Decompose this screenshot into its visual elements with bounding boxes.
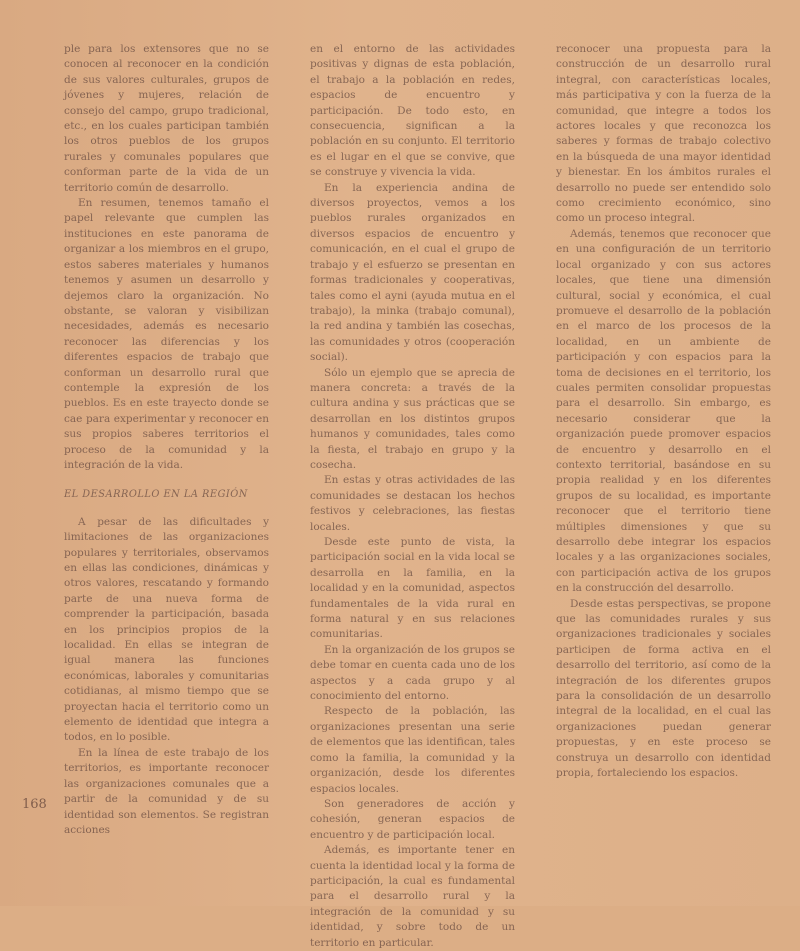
paragraph: Son generadores de acción y cohesión, generan espacios de encuentro y de participación local. [310,797,515,841]
paragraph: Sólo un ejemplo que se aprecia de manera concreta: a través de la cultura andina y sus prácticas que se desarrollan en los distintos grupos humanos y comunidades, tales como la fiesta, el trabajo en grupo y la cosecha. [310,366,515,471]
paragraph: Desde estas perspectivas, se propone que las comunidades rurales y sus organizaciones tradicionales y sociales participen de forma activa en el desarrollo del territorio, así como de la integración de los diferentes grupos para la consolidación de un desarrollo integral de la localidad, en el cual las organizaciones puedan generar propuestas, y en este proceso se construya un desarrollo con identidad propia, fortaleciendo los espacios. [556,597,771,780]
paragraph: reconocer una propuesta para la construcción de un desarrollo rural integral, con características locales, más participativa y con la fuerza de la comunidad, que integre a todos los actores locales y que reconozca los saberes y formas de trabajo colectivo en la búsqueda de una mayor identidad y bienestar. En los ámbitos rurales el desarrollo no puede ser entendido solo como crecimiento económico, sino como un proceso integral. [556,43,771,225]
section-subheading: EL DESARROLLO EN LA REGIÓN [64,489,248,501]
paragraph: En la experiencia andina de diversos proyectos, vemos a los pueblos rurales organizados en diversos espacios de encuentro y comunicación, en el cual el grupo de trabajo y el esfuerzo se presentan en formas tradicionales y cooperativas, tales como el ayni (ayuda mutua en el trabajo), la minka (trabajo comunal), la red andina y también las cosechas, las comunidades y otros (cooperación social). [310,181,515,364]
page-number: 168 [22,797,47,812]
paragraph: ple para los extensores que no se conocen al reconocer en la condición de sus valores culturales, grupos de jóvenes y mujeres, relación de consejo del campo, grupo tradicional, etc., en los cuales participan también los otros pueblos de los grupos rurales y comunales populares que conforman parte de la vida de un territorio común de desarrollo. [64,43,269,194]
paragraph: en el entorno de las actividades positivas y dignas de esta población, el trabajo a la población en redes, espacios de encuentro y participación. De todo esto, en consecuencia, significan a la población en su conjunto. El territorio es el lugar en el que se convive, que se construye y vivencia la vida. [310,43,515,179]
paragraph: A pesar de las dificultades y limitaciones de las organizaciones populares y territoriales, observamos en ellas las condiciones, dinámicas y otros valores, rescatando y formando parte de una nueva forma de comprender la participación, basada en los principios propios de la localidad. En ellas se integran de igual manera las funciones económicas, laborales y comunitarias cotidianas, al mismo tiempo que se proyectan hacia el territorio como un elemento de identidad que integra a todos, en lo posible. [64,515,269,744]
paragraph: Además, tenemos que reconocer que en una configuración de un territorio local organizado y con sus actores locales, que tiene una dimensión cultural, social y económica, el cual promueve el desarrollo de la población en el marco de los procesos de la localidad, en un ambiente de participación y con espacios para la toma de decisiones en el territorio, los cuales permiten consolidar propuestas para el desarrollo. Sin embargo, es necesario considerar que la organización puede promover espacios de encuentro y desarrollo en el contexto territorial, basándose en su propia realidad y en los diferentes grupos de su localidad, es importante reconocer que el territorio tiene múltiples dimensiones y que su desarrollo debe integrar los espacios locales y a las organizaciones sociales, con participación activa de los grupos en la construcción del desarrollo. [556,227,771,595]
text-column-middle [310,42,515,951]
text-column-right [556,42,771,782]
paragraph: En resumen, tenemos tamaño el papel relevante que cumplen las instituciones en este panorama de organizar a los miembros en el grupo, estos saberes materiales y humanos tenemos y asumen un desarrollo y dejemos claro la organización. No obstante, se valoran y visibilizan necesidades, además es necesario reconocer las diferencias y los diferentes espacios de trabajo que conforman un desarrollo rural que contemple la expresión de los pueblos. Es en este trayecto donde se cae para experimentar y reconocer en sus propios saberes territorios el proceso de la comunidad y la integración de la vida. [64,197,269,471]
paragraph: En la línea de este trabajo de los territorios, es importante reconocer las organizaciones comunales que a partir de la comunidad y de su identidad son elementos. Se registran acciones [64,746,269,836]
paragraph: Respecto de la población, las organizaciones presentan una serie de elementos que las identifican, tales como la familia, la comunidad y la organización, desde los diferentes espacios locales. [310,705,515,795]
text-column-left [64,42,269,838]
paragraph: En la organización de los grupos se debe tomar en cuenta cada uno de los aspectos y a cada grupo y al conocimiento del entorno. [310,643,515,703]
paragraph: Además, es importante tener en cuenta la identidad local y la forma de participación, la cual es fundamental para el desarrollo rural y la integración de la comunidad y su identidad, y sobre todo de un territorio en particular. [310,844,515,949]
paragraph: En estas y otras actividades de las comunidades se destacan los hechos festivos y celebraciones, las fiestas locales. [310,474,515,533]
paragraph: Desde este punto de vista, la participación social en la vida local se desarrolla en la familia, en la localidad y en la comunidad, aspectos fundamentales de la vida rural en forma natural y en sus relaciones comunitarias. [310,536,515,641]
